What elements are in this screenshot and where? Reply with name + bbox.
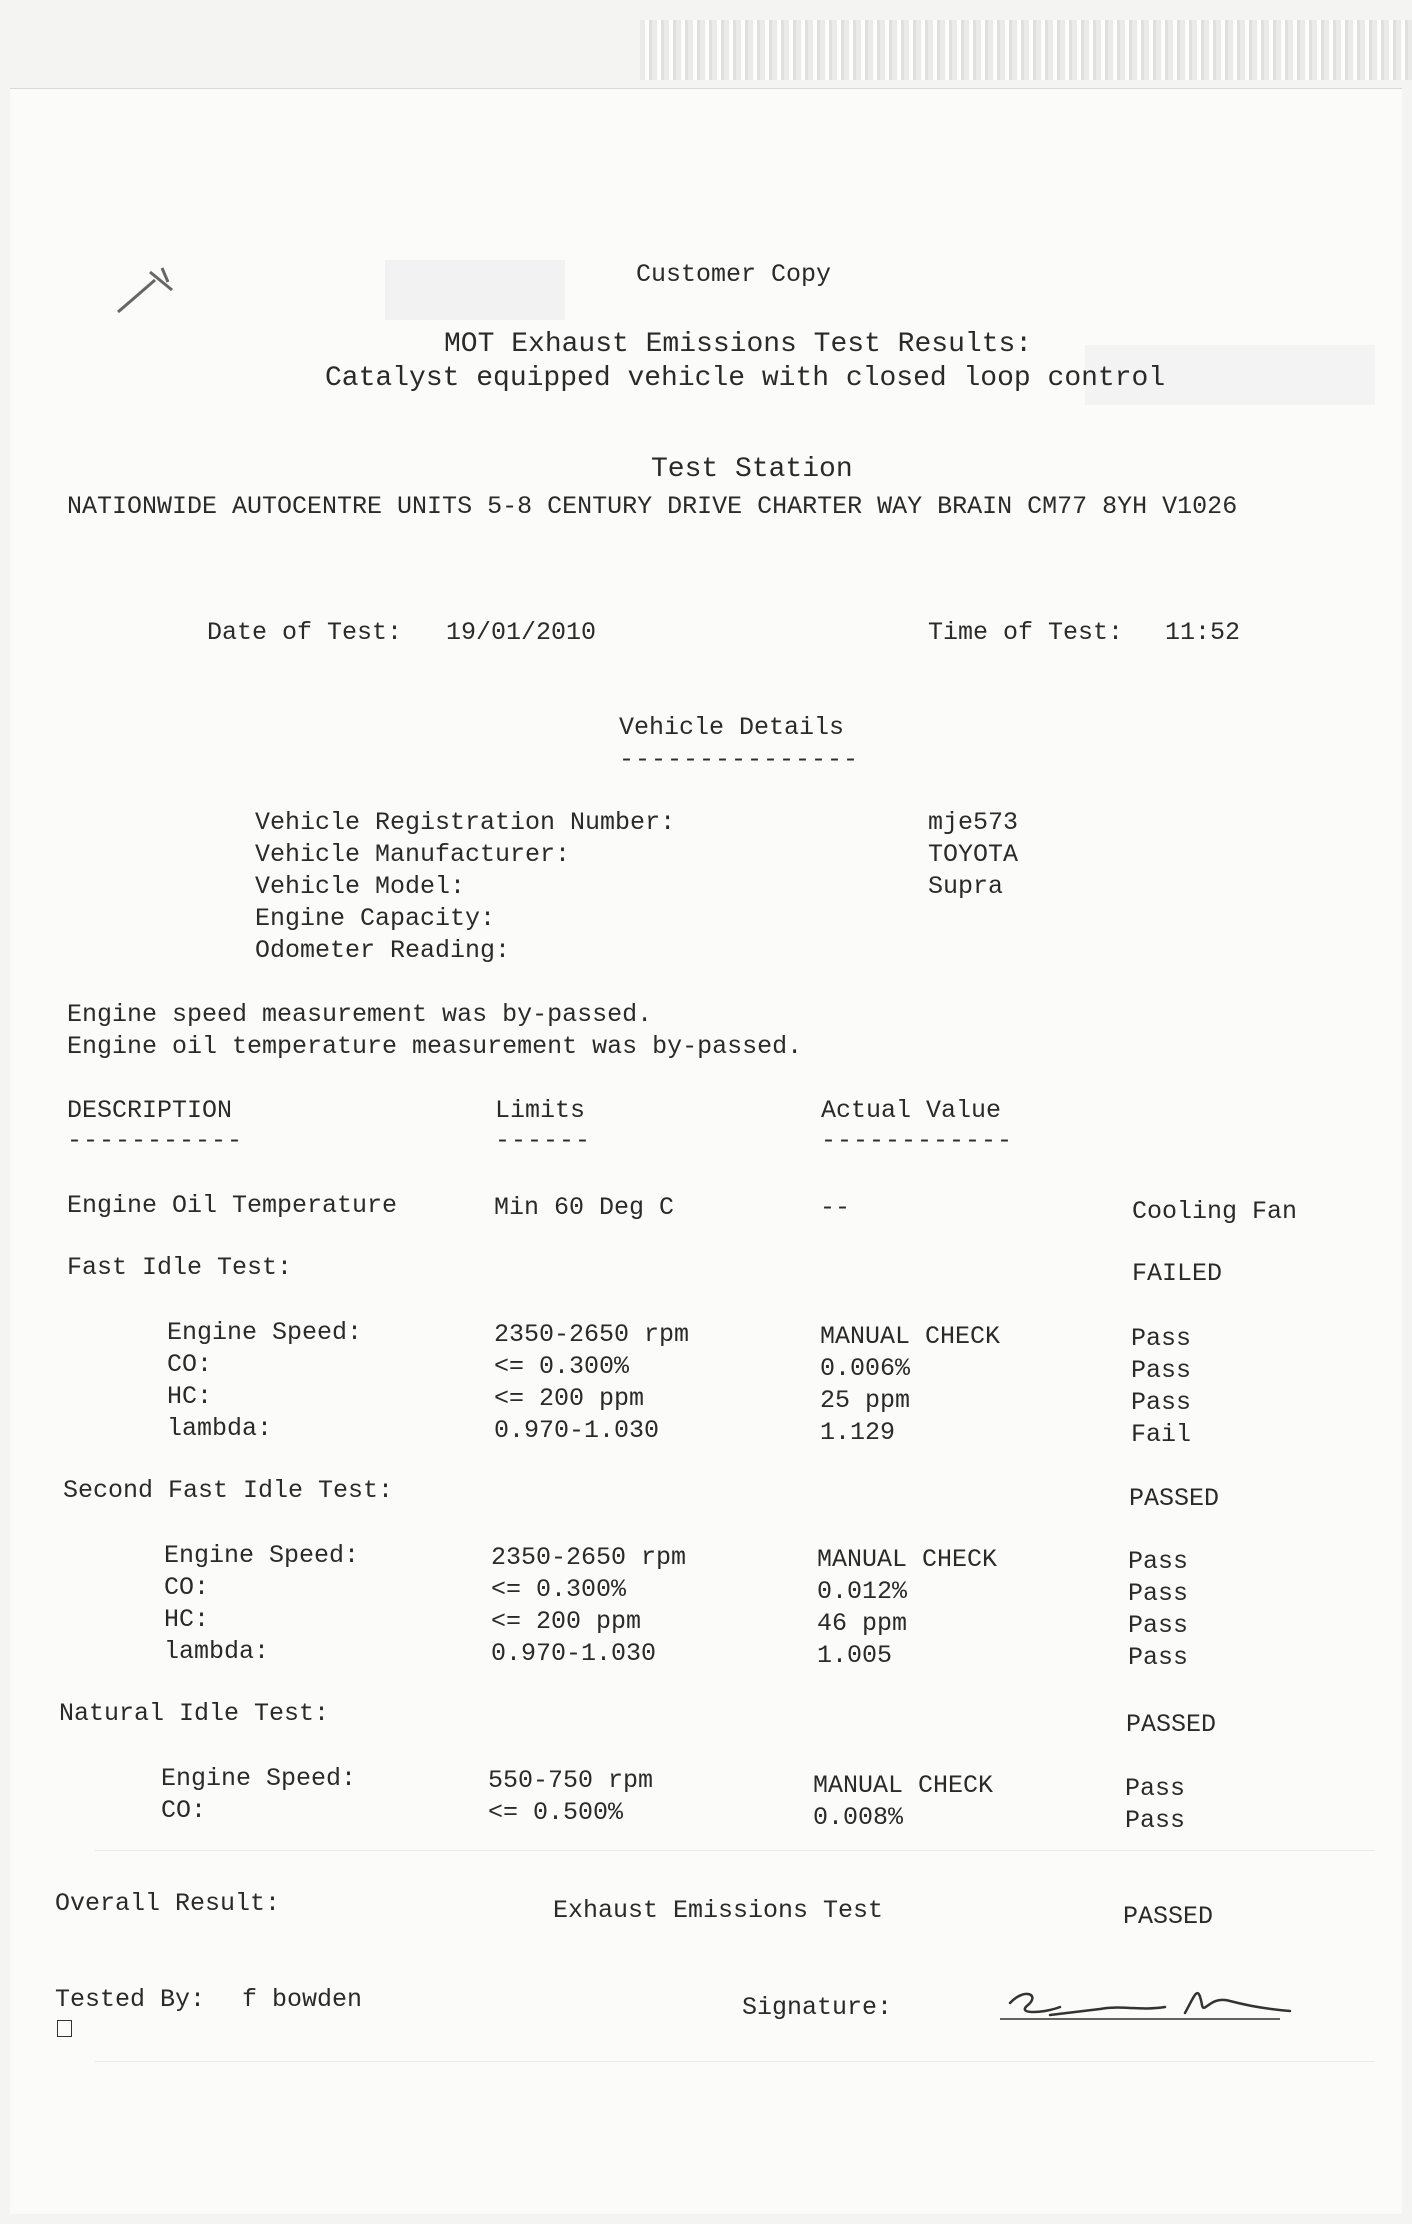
fast-idle-row-result: Pass <box>1131 1388 1192 1417</box>
second-fast-idle-row-limit: 0.970-1.030 <box>491 1639 657 1668</box>
fast-idle-row-limit: 2350-2650 rpm <box>494 1320 690 1349</box>
customer-copy-label: Customer Copy <box>636 260 832 289</box>
natural-idle-row-actual: 0.008% <box>813 1803 904 1832</box>
handwritten-signature <box>990 1975 1350 2035</box>
fast-idle-row-actual: 25 ppm <box>820 1386 911 1415</box>
time-of-test-label: Time of Test: <box>928 618 1124 647</box>
col-description-underline: ----------- <box>67 1126 244 1155</box>
second-fast-idle-row-limit: <= 200 ppm <box>491 1607 642 1636</box>
oil-temp-limit: Min 60 Deg C <box>494 1193 675 1222</box>
overall-result-test: Exhaust Emissions Test <box>553 1896 884 1925</box>
oil-temp-label: Engine Oil Temperature <box>67 1191 398 1220</box>
fast-idle-row-name: CO: <box>167 1350 213 1379</box>
natural-idle-row-limit: 550-750 rpm <box>488 1766 654 1795</box>
signature-label: Signature: <box>742 1993 893 2022</box>
fast-idle-status: FAILED <box>1132 1259 1223 1288</box>
model-value: Supra <box>928 872 1004 901</box>
fast-idle-row-name: HC: <box>167 1382 213 1411</box>
natural-idle-row-name: CO: <box>161 1796 207 1825</box>
col-actual-value: Actual Value <box>821 1096 1002 1125</box>
test-station-address: NATIONWIDE AUTOCENTRE UNITS 5-8 CENTURY DRIVE CHARTER WAY BRAIN CM77 8YH V1026 <box>67 492 1238 521</box>
natural-idle-row-result: Pass <box>1125 1806 1186 1835</box>
second-fast-idle-row-actual: MANUAL CHECK <box>817 1545 998 1574</box>
col-limits: Limits <box>495 1096 586 1125</box>
registration-label: Vehicle Registration Number: <box>255 808 676 837</box>
date-of-test-label: Date of Test: <box>207 618 403 647</box>
fast-idle-row-actual: MANUAL CHECK <box>820 1322 1001 1351</box>
second-fast-idle-row-limit: <= 0.300% <box>491 1575 627 1604</box>
torn-paper-edge <box>640 20 1412 80</box>
second-fast-idle-row-result: Pass <box>1128 1579 1189 1608</box>
second-fast-idle-row-result: Pass <box>1128 1611 1189 1640</box>
second-fast-idle-row-name: HC: <box>164 1605 210 1634</box>
fast-idle-row-name: Engine Speed: <box>167 1318 363 1347</box>
vehicle-details-underline: --------------- <box>619 745 860 774</box>
note-engine-speed: Engine speed measurement was by-passed. <box>67 1000 653 1029</box>
engine-capacity-label: Engine Capacity: <box>255 904 496 933</box>
tested-by-value: f bowden <box>242 1985 363 2014</box>
oil-temp-result: Cooling Fan <box>1132 1197 1298 1226</box>
second-fast-idle-row-limit: 2350-2650 rpm <box>491 1543 687 1572</box>
fast-idle-row-result: Pass <box>1131 1356 1192 1385</box>
model-label: Vehicle Model: <box>255 872 466 901</box>
fast-idle-row-name: lambda: <box>167 1414 273 1443</box>
natural-idle-row-limit: <= 0.500% <box>488 1798 624 1827</box>
natural-idle-label: Natural Idle Test: <box>59 1699 330 1728</box>
second-fast-idle-row-actual: 1.005 <box>817 1641 893 1670</box>
second-fast-idle-row-result: Pass <box>1128 1643 1189 1672</box>
second-fast-idle-row-result: Pass <box>1128 1547 1189 1576</box>
natural-idle-row-result: Pass <box>1125 1774 1186 1803</box>
odometer-label: Odometer Reading: <box>255 936 511 965</box>
col-limits-underline: ------ <box>495 1126 592 1155</box>
note-oil-temperature: Engine oil temperature measurement was by-passed. <box>67 1032 803 1061</box>
second-fast-idle-status: PASSED <box>1129 1484 1220 1513</box>
overall-result-status: PASSED <box>1123 1902 1214 1931</box>
natural-idle-status: PASSED <box>1126 1710 1217 1739</box>
manufacturer-value: TOYOTA <box>928 840 1019 869</box>
date-of-test-value: 19/01/2010 <box>446 618 597 647</box>
document-subtitle: Catalyst equipped vehicle with closed loop control <box>325 363 1166 394</box>
fast-idle-row-limit: 0.970-1.030 <box>494 1416 660 1445</box>
oil-temp-actual: -- <box>820 1193 851 1222</box>
manufacturer-label: Vehicle Manufacturer: <box>255 840 571 869</box>
natural-idle-row-actual: MANUAL CHECK <box>813 1771 994 1800</box>
fast-idle-row-actual: 0.006% <box>820 1354 911 1383</box>
second-fast-idle-row-actual: 0.012% <box>817 1577 908 1606</box>
vehicle-details-heading: Vehicle Details <box>619 713 845 742</box>
fast-idle-row-limit: <= 200 ppm <box>494 1384 645 1413</box>
second-fast-idle-row-name: Engine Speed: <box>164 1541 360 1570</box>
staple-mark <box>110 260 190 320</box>
col-description: DESCRIPTION <box>67 1096 233 1125</box>
fast-idle-row-result: Fail <box>1131 1420 1192 1449</box>
tested-by-label: Tested By: <box>55 1985 206 2014</box>
col-actual-value-underline: ------------ <box>821 1126 1014 1155</box>
second-fast-idle-row-name: CO: <box>164 1573 210 1602</box>
document-title: MOT Exhaust Emissions Test Results: <box>444 329 1033 360</box>
invoice-showthrough <box>385 260 565 320</box>
fast-idle-label: Fast Idle Test: <box>67 1253 293 1282</box>
fast-idle-row-result: Pass <box>1131 1324 1192 1353</box>
registration-value: mje573 <box>928 808 1019 837</box>
natural-idle-row-name: Engine Speed: <box>161 1764 357 1793</box>
second-fast-idle-label: Second Fast Idle Test: <box>63 1476 394 1505</box>
second-fast-idle-row-name: lambda: <box>164 1637 270 1666</box>
checkbox-glyph <box>57 2020 72 2037</box>
test-station-heading: Test Station <box>651 454 853 485</box>
fast-idle-row-limit: <= 0.300% <box>494 1352 630 1381</box>
overall-result-label: Overall Result: <box>55 1889 281 1918</box>
time-of-test-value: 11:52 <box>1165 618 1241 647</box>
fast-idle-row-actual: 1.129 <box>820 1418 896 1447</box>
second-fast-idle-row-actual: 46 ppm <box>817 1609 908 1638</box>
